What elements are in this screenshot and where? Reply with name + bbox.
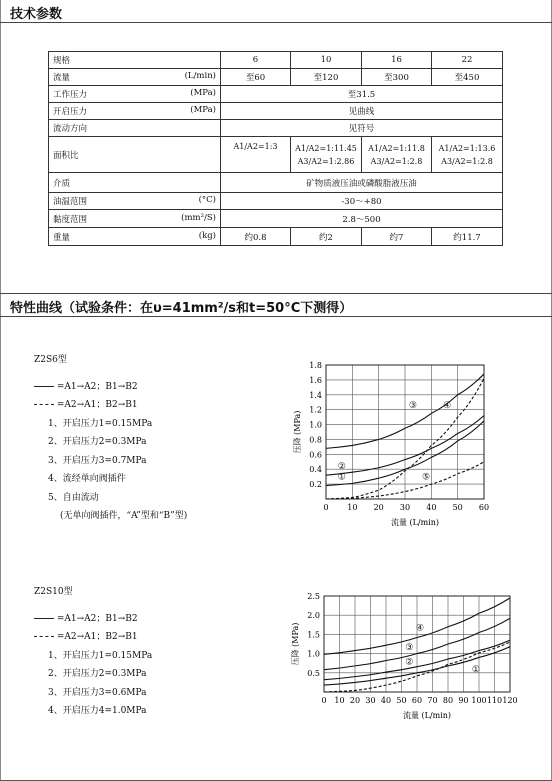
model-title: Z2S6型 [34, 355, 67, 365]
table-row [49, 86, 503, 103]
oil-temp-value: -30～+80 [221, 193, 503, 210]
x-tick-label: 80 [442, 696, 454, 705]
y-tick-label: 0.2 [309, 480, 322, 490]
y-tick-label: 1.5 [307, 630, 320, 640]
area-ratio-cell [432, 137, 503, 173]
curve-label: ③ [408, 401, 417, 412]
x-tick-label: 50 [452, 503, 463, 512]
list-item: 3、开启压力3=0.7MPa [48, 455, 147, 466]
flow-label [49, 69, 221, 86]
solid-line-icon [34, 386, 54, 387]
y-tick-label: 0.8 [309, 435, 322, 445]
y-tick-label: 1.2 [309, 405, 322, 415]
curve-label: ④ [443, 401, 452, 412]
table-row [49, 120, 503, 137]
solid-legend [34, 611, 152, 630]
dashed-legend [34, 397, 187, 416]
params-table [48, 51, 503, 246]
legend-text: =A2→A1；B2→B1 [56, 400, 138, 410]
x-tick-label: 0 [321, 696, 327, 705]
x-axis-label: 流量 (L/min) [390, 518, 440, 527]
x-tick-label: 20 [373, 503, 384, 512]
ratio-text: A3/A2=1:2.8 [441, 156, 493, 166]
y-tick-label: 1.0 [309, 420, 322, 430]
ratio-text: A1/A2=1:11.8 [368, 143, 425, 153]
legend-text: =A2→A1；B2→B1 [56, 632, 138, 642]
curve-label: ② [337, 462, 346, 473]
label-text: 开启压力 [53, 107, 88, 117]
list-item: 1、开启压力1=0.15MPa [48, 650, 153, 661]
unit-text: (mm²/S) [181, 212, 216, 223]
work-pressure-label [49, 86, 221, 103]
medium-label: 介质 [49, 173, 221, 193]
area-ratio-cell [291, 137, 362, 173]
label-text: 重量 [53, 232, 71, 243]
table-row [49, 173, 503, 193]
list-item: 3、开启压力3=0.6MPa [48, 687, 147, 698]
note-text: (无单向阀插件，“A”型和“B”型) [60, 511, 188, 521]
x-tick-label: 100 [471, 696, 487, 705]
size-cell: 22 [432, 52, 503, 69]
size-cell: 10 [291, 52, 362, 69]
x-tick-label: 120 [502, 696, 518, 705]
x-tick-label: 60 [411, 696, 423, 705]
y-tick-label: 1.4 [309, 390, 322, 400]
work-pressure-value: 至31.5 [221, 86, 503, 103]
table-row [49, 103, 503, 120]
tech-params-header [0, 0, 552, 23]
unit-text: (°C) [198, 195, 216, 205]
x-tick-label: 20 [349, 696, 361, 705]
curves-header [0, 293, 552, 317]
y-tick-label: 0.6 [309, 450, 322, 460]
legend-text: =A1→A2；B1→B2 [56, 613, 138, 624]
ratio-text: A3/A2=1:2.86 [297, 156, 355, 166]
dashed-line-icon [34, 636, 54, 637]
x-tick-label: 10 [334, 696, 345, 705]
unit-text: (MPa) [190, 88, 216, 98]
weight-cell: 约0.8 [221, 228, 291, 246]
tech-params-title: 技术参数 [10, 7, 63, 22]
list-item: 2、开启压力2=0.3MPa [48, 669, 147, 679]
page-left-border [0, 0, 1, 781]
viscosity-label [49, 210, 221, 228]
label-text: 工作压力 [53, 90, 88, 100]
label-text: 油温范围 [53, 197, 88, 207]
label-text: 黏度范围 [53, 214, 88, 225]
oil-temp-label [49, 193, 221, 210]
weight-cell: 约2 [291, 228, 362, 246]
curve-label: ④ [416, 623, 425, 634]
x-tick-label: 40 [380, 696, 392, 705]
weight-cell: 约7 [362, 228, 432, 246]
solid-line-icon [34, 618, 54, 619]
spec-label: 规格 [49, 52, 221, 69]
list-item: 4、流经单向阀插件 [48, 474, 126, 484]
y-tick-label: 2.0 [307, 611, 320, 621]
list-item: 4、开启压力4=1.0MPa [48, 706, 147, 716]
weight-label [49, 228, 221, 246]
z2s6-legend [34, 352, 187, 527]
label-text: 流量 [53, 73, 71, 83]
table-row [49, 210, 503, 228]
x-tick-label: 90 [458, 696, 469, 705]
flow-dir-value: 见符号 [221, 120, 503, 137]
curve-label: ② [405, 657, 414, 668]
unit-text: (L/min) [184, 71, 216, 81]
viscosity-value: 2.8～500 [221, 210, 503, 228]
area-ratio-cell [221, 137, 291, 173]
y-tick-label: 0.4 [309, 465, 322, 475]
crack-pressure-value: 见曲线 [221, 103, 503, 120]
unit-text: (MPa) [190, 105, 216, 115]
x-tick-label: 110 [486, 696, 503, 705]
dashed-legend [34, 629, 152, 648]
flow-cell: 至120 [291, 69, 362, 86]
list-item: 1、开启压力1=0.15MPa [48, 418, 153, 429]
table-row [49, 193, 503, 210]
dashed-line-icon [34, 404, 54, 405]
y-axis-label: 压降 (MPa) [291, 622, 300, 666]
ratio-text: A1/A2=1:13.6 [438, 143, 496, 153]
ratio-text: A1/A2=1:3 [233, 142, 278, 151]
y-tick-label: 0.5 [307, 668, 320, 678]
table-row [49, 228, 503, 246]
curve-label: ⑤ [422, 472, 431, 483]
area-ratio-cell [362, 137, 432, 173]
z2s6-chart [290, 355, 550, 535]
x-tick-label: 30 [365, 696, 376, 705]
y-tick-label: 1.8 [309, 361, 322, 370]
weight-cell: 约11.7 [432, 228, 503, 246]
x-tick-label: 60 [478, 503, 490, 512]
table-row [49, 137, 503, 173]
table-row [49, 52, 503, 69]
flow-cell: 至60 [221, 69, 291, 86]
ratio-text: A1/A2=1:11.45 [295, 143, 357, 153]
solid-legend [34, 379, 187, 398]
size-cell: 6 [221, 52, 291, 69]
table-row [49, 69, 503, 86]
y-tick-label: 1.6 [309, 375, 322, 385]
flow-cell: 至450 [432, 69, 503, 86]
y-tick-label: 1.0 [307, 649, 320, 659]
x-tick-label: 70 [427, 696, 438, 705]
ratio-text: A3/A2=1:2.8 [370, 156, 423, 166]
size-cell: 16 [362, 52, 432, 69]
x-tick-label: 0 [323, 503, 329, 512]
unit-text: (kg) [198, 230, 216, 241]
curve-label: ③ [405, 642, 414, 653]
z2s10-chart [292, 590, 537, 735]
area-ratio-label: 面积比 [49, 137, 221, 173]
crack-pressure-label [49, 103, 221, 120]
list-item: 5、自由流动 [48, 492, 99, 503]
x-tick-label: 30 [399, 503, 411, 512]
model-title: Z2S10型 [34, 587, 73, 597]
flow-cell: 至300 [362, 69, 432, 86]
curve-label: ① [471, 665, 480, 676]
y-axis-label: 压降 (MPa) [293, 410, 302, 454]
x-tick-label: 40 [426, 503, 437, 512]
x-axis-label: 流量 (L/min) [402, 711, 452, 720]
x-tick-label: 50 [396, 696, 407, 705]
y-tick-label: 2.5 [307, 592, 320, 601]
x-tick-label: 10 [347, 503, 358, 512]
z2s10-legend [34, 584, 152, 722]
flow-dir-label: 流动方向 [49, 120, 221, 137]
curves-title: 特性曲线（试验条件：在υ=41mm²/s和t=50°C下测得） [10, 301, 353, 316]
curve-label: ① [337, 472, 346, 483]
legend-text: =A1→A2；B1→B2 [56, 381, 138, 392]
list-item: 2、开启压力2=0.3MPa [48, 437, 147, 447]
medium-value: 矿物质液压油或磷酸脂液压油 [221, 173, 503, 193]
